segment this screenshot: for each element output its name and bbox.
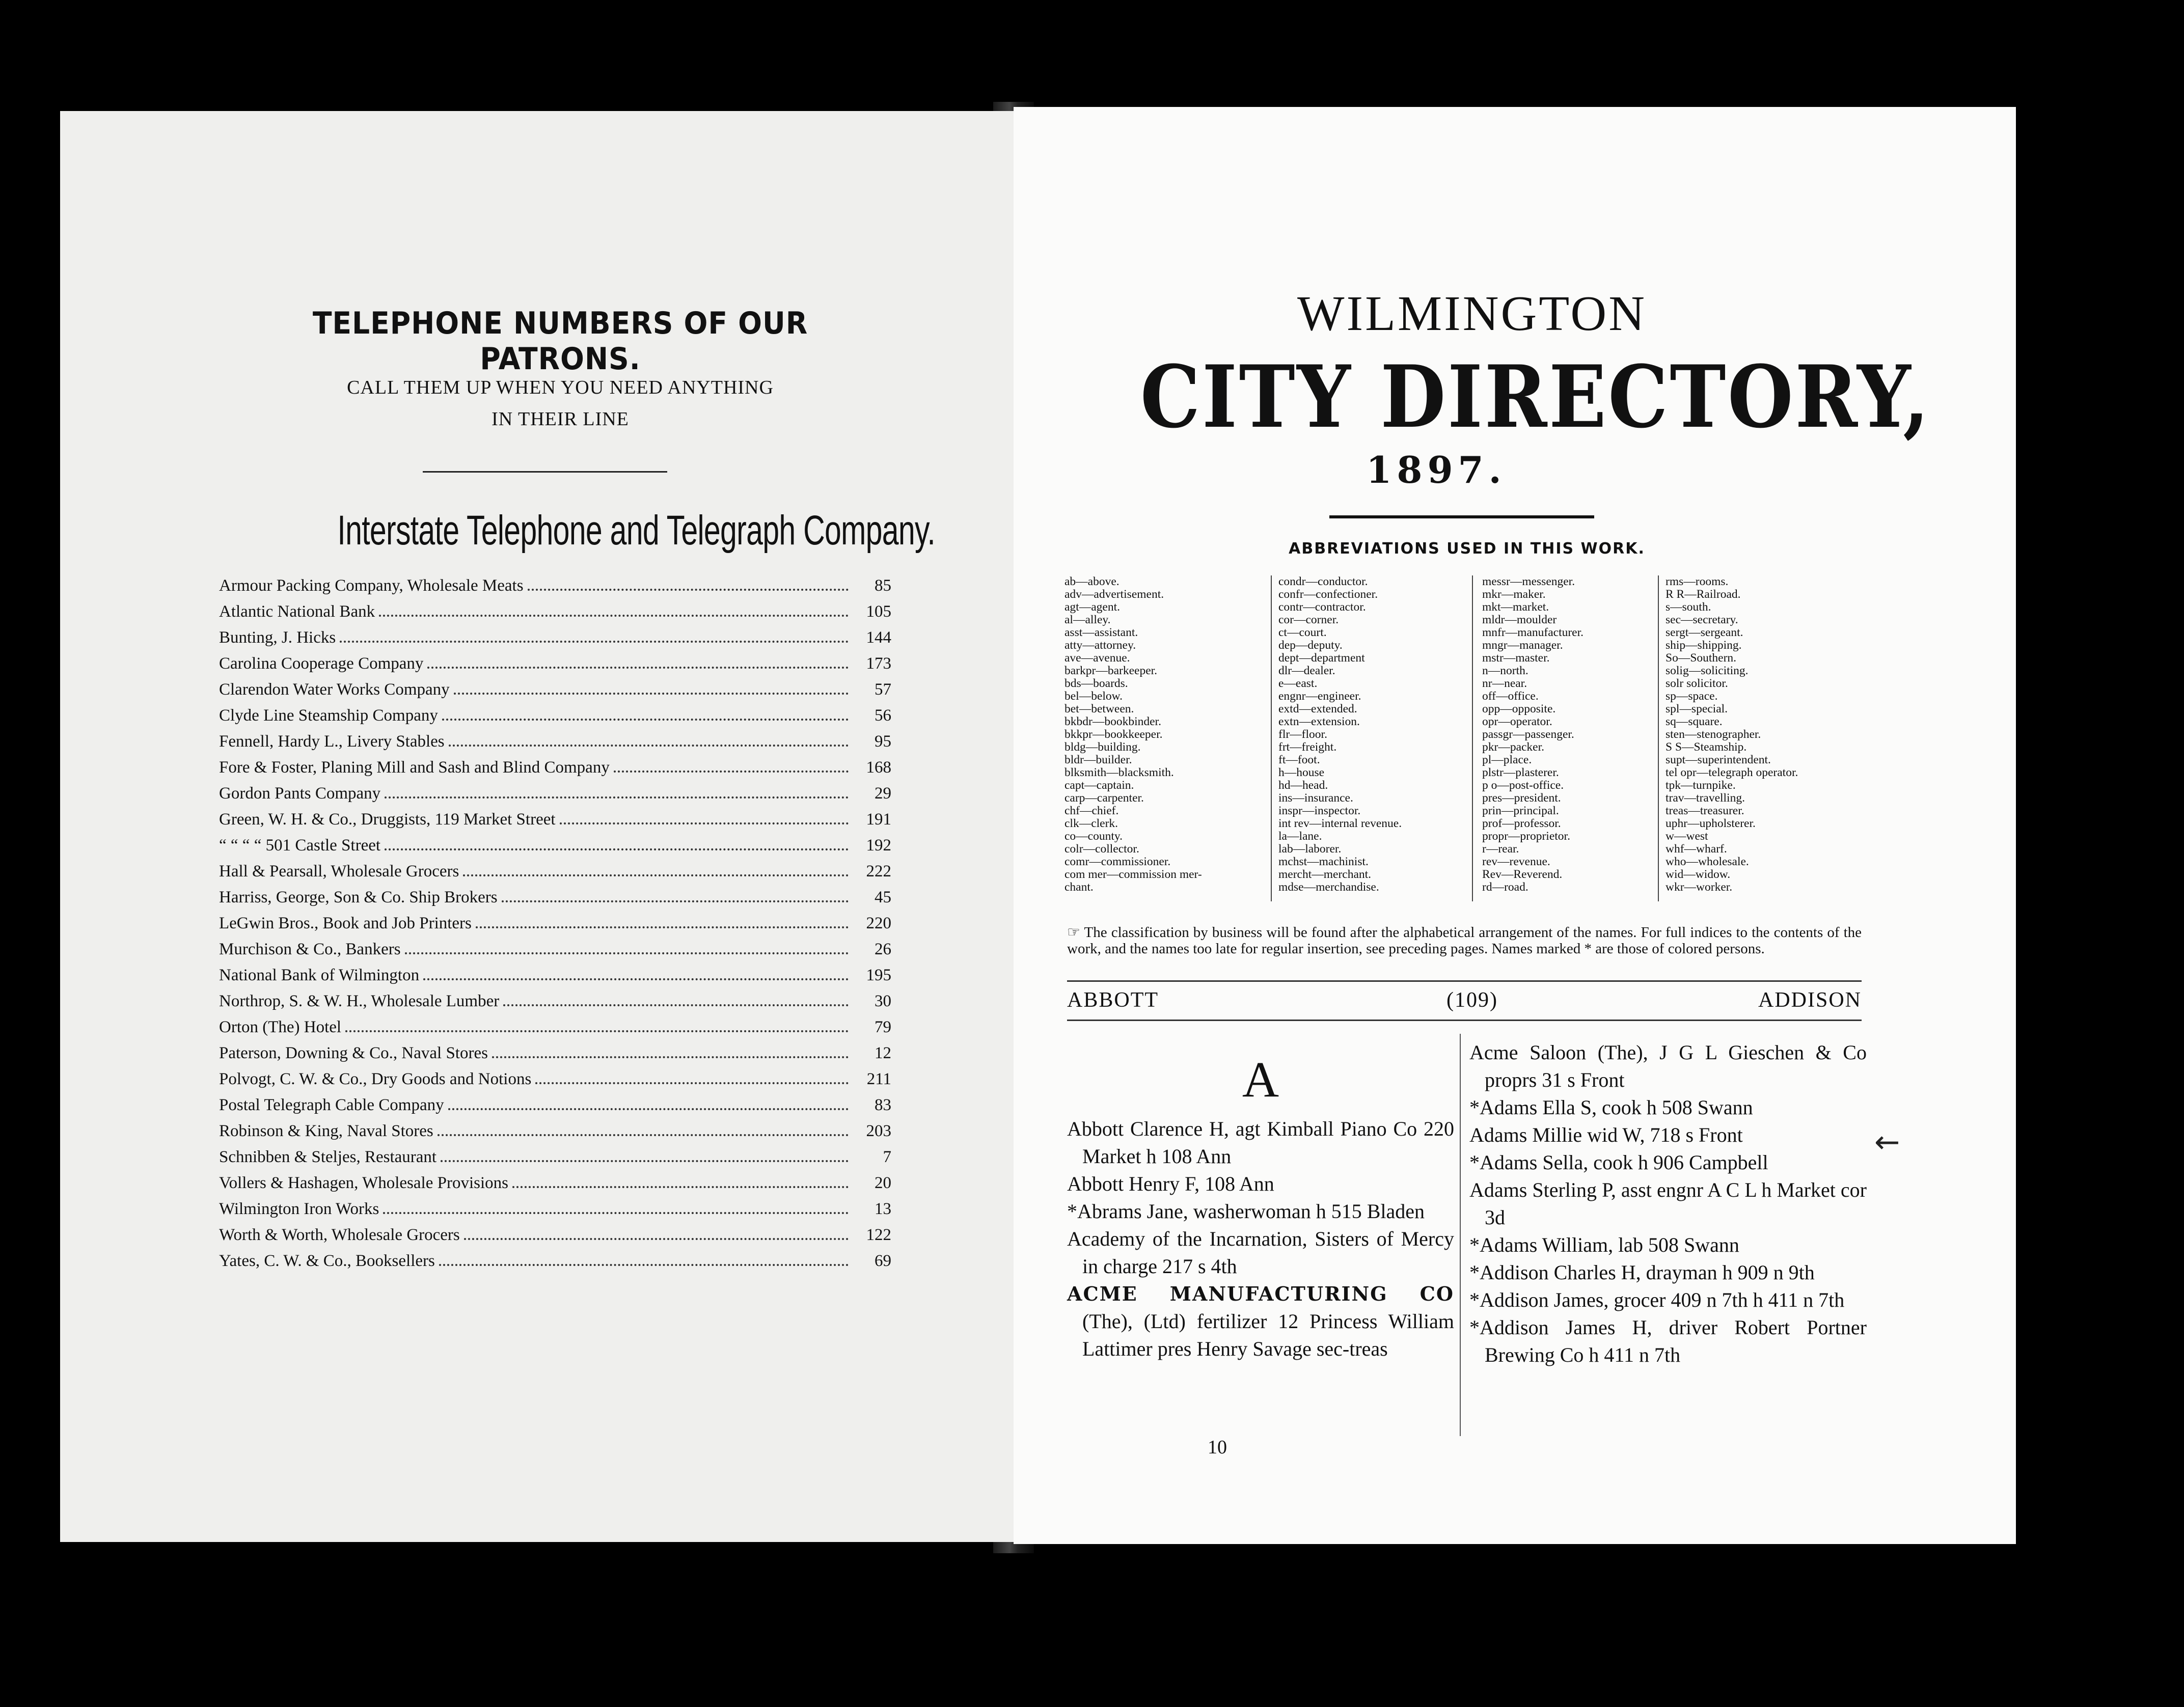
abbreviation-item: passgr—passenger. [1482, 728, 1574, 741]
abbreviation-item: mstr—master. [1482, 651, 1550, 665]
patron-name: Fennell, Hardy L., Livery Stables [219, 732, 445, 751]
patron-row [219, 758, 891, 784]
abbreviation-item: blksmith—blacksmith. [1064, 766, 1174, 779]
entry-bold-rest: (The), (Ltd) fertilizer 12 Princess William Lattimer pres Henry Savage sec-treas [1082, 1310, 1454, 1360]
abbreviation-item: solr solicitor. [1666, 677, 1728, 690]
patron-phone-number: 7 [883, 1148, 891, 1166]
patron-name: Fore & Foster, Planing Mill and Sash and Blind Company [219, 758, 610, 777]
patron-name: Carolina Cooperage Company [219, 654, 424, 673]
patron-name: Orton (The) Hotel [219, 1018, 342, 1036]
abbreviation-item: bldg—building. [1064, 740, 1141, 754]
abbreviation-item: extd—extended. [1278, 702, 1357, 715]
title-city-directory: CITY DIRECTORY, [1140, 346, 1931, 447]
patron-row [219, 1226, 891, 1252]
dot-leader [503, 1004, 849, 1006]
abbreviation-item: sten—stenographer. [1666, 728, 1761, 741]
abbreviations-heading: ABBREVIATIONS USED IN THIS WORK. [1289, 540, 1645, 558]
patron-row [219, 1200, 891, 1226]
entry-bold-name: ACME MANUFACTURING CO [1067, 1282, 1454, 1305]
abbreviation-item: p o—post-office. [1482, 779, 1564, 792]
patron-row [219, 888, 891, 914]
abbreviation-item: asst—assistant. [1064, 626, 1138, 639]
abbreviation-item: extn—extension. [1278, 715, 1360, 728]
patron-row [219, 1070, 891, 1096]
abbreviation-item: supt—superintendent. [1666, 753, 1771, 766]
directory-entry: *Adams Sella, cook h 906 Campbell [1469, 1151, 1768, 1174]
abbreviation-item: flr—floor. [1278, 728, 1327, 741]
abbreviation-item: s—south. [1666, 600, 1711, 614]
abbreviations-table [1064, 575, 1859, 906]
subtitle-line-2: IN THEIR LINE [492, 408, 629, 430]
abbreviation-item: dept—department [1278, 651, 1365, 665]
entries-column-right [1469, 1039, 1867, 1369]
entries-left-list [1067, 1115, 1454, 1280]
patron-name: Green, W. H. & Co., Druggists, 119 Market Street [219, 810, 556, 829]
abbreviation-item: S S—Steamship. [1666, 740, 1747, 754]
abbreviation-item: So—Southern. [1666, 651, 1737, 665]
directory-entry: Adams Millie wid W, 718 s Front [1469, 1123, 1743, 1146]
patron-row [219, 940, 891, 966]
abbreviation-item: solig—soliciting. [1666, 664, 1749, 677]
abbreviation-item: whf—wharf. [1666, 842, 1727, 856]
dot-leader [405, 952, 849, 954]
abbreviation-item: R R—Railroad. [1666, 588, 1741, 601]
entries-column-left [1067, 1039, 1454, 1363]
abbreviation-item: chant. [1064, 880, 1094, 894]
patron-row [219, 576, 891, 602]
patron-row [219, 654, 891, 680]
abbreviation-item: r—rear. [1482, 842, 1519, 856]
patron-name: Clyde Line Steamship Company [219, 706, 438, 725]
patron-row [219, 628, 891, 654]
patron-row [219, 706, 891, 732]
directory-entry: Abbott Clarence H, agt Kimball Piano Co 220 Market h 108 Ann [1067, 1117, 1454, 1168]
patron-name: Bunting, J. Hicks [219, 628, 336, 647]
abbreviation-item: rms—rooms. [1666, 575, 1729, 588]
patron-phone-number: 95 [875, 732, 891, 751]
running-head-right: ADDISON [1758, 988, 1862, 1012]
directory-entry: Acme Saloon (The), J G L Gieschen & Co proprs 31 s Front [1469, 1041, 1867, 1091]
page-folio: 10 [1208, 1437, 1227, 1458]
patron-row [219, 914, 891, 940]
directory-entry: Academy of the Incarnation, Sisters of Mercy in charge 217 s 4th [1067, 1227, 1454, 1278]
patron-phone-number: 26 [875, 940, 891, 958]
patron-name: National Bank of Wilmington [219, 966, 420, 984]
abbreviation-item: hd—head. [1278, 779, 1328, 792]
abbreviation-item: rd—road. [1482, 880, 1528, 894]
patron-row [219, 966, 891, 992]
abbreviation-item: chf—chief. [1064, 804, 1119, 817]
section-letter: A [1242, 1051, 1279, 1108]
patron-phone-number: 122 [866, 1226, 891, 1244]
abbreviation-item: uphr—upholsterer. [1666, 817, 1756, 830]
patron-row [219, 732, 891, 758]
patron-name: Atlantic National Bank [219, 602, 375, 621]
abbreviation-item: spl—special. [1666, 702, 1728, 715]
patron-name: “ “ “ “ 501 Castle Street [219, 836, 381, 855]
abbreviation-item: carp—carpenter. [1064, 791, 1144, 805]
abbreviation-item: adv—advertisement. [1064, 588, 1164, 601]
patron-phone-number: 203 [866, 1122, 891, 1140]
abbreviation-item: al—alley. [1064, 613, 1111, 626]
abbreviation-item: sq—square. [1666, 715, 1723, 728]
patron-name: Paterson, Downing & Co., Naval Stores [219, 1044, 488, 1062]
abbreviation-item: condr—conductor. [1278, 575, 1368, 588]
directory-entry: Adams Sterling P, asst engnr A C L h Market cor 3d [1469, 1178, 1867, 1229]
abbreviation-item: cor—corner. [1278, 613, 1339, 626]
pencil-mark: ← [1874, 1124, 1900, 1160]
abbreviation-item: opp—opposite. [1482, 702, 1556, 715]
abbreviation-item: treas—treasurer. [1666, 804, 1744, 817]
title-rule [423, 471, 667, 473]
abbreviation-item: ave—avenue. [1064, 651, 1130, 665]
abbreviation-item: bel—below. [1064, 690, 1123, 703]
dot-leader [449, 745, 849, 747]
dot-leader [385, 848, 849, 850]
patron-phone-number: 30 [875, 992, 891, 1010]
abbreviation-item: co—county. [1064, 830, 1123, 843]
abbreviation-item: ct—court. [1278, 626, 1327, 639]
dot-leader [423, 978, 849, 980]
patron-phone-number: 211 [866, 1070, 891, 1088]
patron-phone-number: 105 [866, 602, 891, 621]
dot-leader [340, 641, 849, 643]
abbreviation-item: sp—space. [1666, 690, 1718, 703]
patron-row [219, 836, 891, 862]
patron-row [219, 1018, 891, 1044]
dot-leader [464, 1238, 849, 1240]
abbreviation-item: atty—attorney. [1064, 639, 1136, 652]
patron-name: Harriss, George, Son & Co. Ship Brokers [219, 888, 498, 906]
directory-entry: *Abrams Jane, washerwoman h 515 Bladen [1067, 1200, 1425, 1223]
abbreviation-item: tpk—turnpike. [1666, 779, 1736, 792]
directory-entry [1067, 1280, 1454, 1363]
patron-name: Yates, C. W. & Co., Booksellers [219, 1252, 435, 1270]
abbreviation-item: mngr—manager. [1482, 639, 1563, 652]
patron-phone-number: 57 [875, 680, 891, 699]
dot-leader [427, 667, 849, 669]
dot-leader [385, 796, 849, 799]
abbreviation-item: com mer—commission mer- [1064, 868, 1202, 881]
directory-entry: *Adams Ella S, cook h 508 Swann [1469, 1096, 1753, 1119]
patron-row [219, 1174, 891, 1200]
patron-name: Clarendon Water Works Company [219, 680, 450, 699]
dot-leader [442, 719, 849, 721]
patron-phone-number: 20 [875, 1174, 891, 1192]
abbreviation-item: agt—agent. [1064, 600, 1120, 614]
abbreviation-item: h—house [1278, 766, 1325, 779]
dot-leader [383, 1212, 849, 1214]
title-rule [1329, 515, 1594, 518]
abbreviation-item: ft—foot. [1278, 753, 1320, 766]
abbreviation-item: tel opr—telegraph operator. [1666, 766, 1798, 779]
column-divider [1271, 575, 1272, 901]
abbreviation-item: prin—principal. [1482, 804, 1559, 817]
patron-name: Polvogt, C. W. & Co., Dry Goods and Notions [219, 1070, 532, 1088]
patron-phone-number: 220 [866, 914, 891, 932]
dot-leader [463, 874, 849, 876]
patron-phone-number: 173 [866, 654, 891, 673]
column-divider [1658, 575, 1659, 901]
patron-name: Robinson & King, Naval Stores [219, 1122, 433, 1140]
abbreviation-item: lab—laborer. [1278, 842, 1342, 856]
dot-leader [476, 926, 849, 928]
abbreviation-item: wkr—worker. [1666, 880, 1733, 894]
patron-name: Postal Telegraph Cable Company [219, 1096, 444, 1114]
subtitle-line-1: CALL THEM UP WHEN YOU NEED ANYTHING [347, 377, 774, 398]
patron-phone-number: 85 [875, 576, 891, 595]
directory-entry: *Addison James H, driver Robert Portner Brewing Co h 411 n 7th [1469, 1316, 1867, 1366]
patron-phone-number: 69 [875, 1252, 891, 1270]
patron-phone-number: 192 [866, 836, 891, 855]
patron-phone-number: 12 [875, 1044, 891, 1062]
patron-phone-number: 168 [866, 758, 891, 777]
running-head-page: (109) [1446, 988, 1498, 1012]
abbreviation-item: mdse—merchandise. [1278, 880, 1379, 894]
dot-leader [528, 589, 849, 591]
abbreviation-item: pres—president. [1482, 791, 1561, 805]
running-head [1067, 988, 1862, 1013]
abbreviation-item: inspr—inspector. [1278, 804, 1361, 817]
directory-entry: *Addison Charles H, drayman h 909 n 9th [1469, 1261, 1815, 1284]
patron-row [219, 680, 891, 706]
header-rule-top [1067, 980, 1862, 982]
patron-phone-number: 195 [866, 966, 891, 984]
patron-list [219, 576, 891, 1278]
abbreviation-item: mercht—merchant. [1278, 868, 1372, 881]
abbreviation-item: colr—collector. [1064, 842, 1139, 856]
dot-leader [502, 900, 849, 902]
dot-leader [439, 1264, 849, 1266]
abbreviation-item: dep—deputy. [1278, 639, 1343, 652]
abbreviation-item: mkt—market. [1482, 600, 1549, 614]
abbreviation-item: int rev—internal revenue. [1278, 817, 1402, 830]
abbreviation-item: pl—place. [1482, 753, 1532, 766]
patron-name: Schnibben & Steljes, Restaurant [219, 1148, 437, 1166]
abbreviation-item: bkkpr—bookkeeper. [1064, 728, 1163, 741]
patrons-title: TELEPHONE NUMBERS OF OUR PATRONS. [312, 306, 808, 377]
abbreviation-item: trav—travelling. [1666, 791, 1745, 805]
patron-row [219, 784, 891, 810]
abbreviation-item: off—office. [1482, 690, 1539, 703]
patron-phone-number: 29 [875, 784, 891, 803]
telephone-company-name: Interstate Telephone and Telegraph Company. [337, 507, 936, 554]
patron-row [219, 1252, 891, 1278]
patron-phone-number: 79 [875, 1018, 891, 1036]
directory-entry: *Adams William, lab 508 Swann [1469, 1233, 1739, 1256]
abbreviation-item: dlr—dealer. [1278, 664, 1335, 677]
patron-phone-number: 222 [866, 862, 891, 880]
patron-row [219, 1122, 891, 1148]
abbreviation-item: nr—near. [1482, 677, 1527, 690]
column-divider [1472, 575, 1473, 901]
abbreviation-item: comr—commissioner. [1064, 855, 1171, 868]
patron-name: Northrop, S. & W. H., Wholesale Lumber [219, 992, 500, 1010]
directory-entry: *Addison James, grocer 409 n 7th h 411 n 7th [1469, 1288, 1845, 1311]
dot-leader [438, 1134, 849, 1136]
abbreviations-column-1 [1064, 575, 1202, 894]
patron-name: Wilmington Iron Works [219, 1200, 379, 1218]
directory-entry: Abbott Henry F, 108 Ann [1067, 1172, 1274, 1195]
abbreviations-column-2 [1278, 575, 1402, 894]
patron-name: LeGwin Bros., Book and Job Printers [219, 914, 472, 932]
patron-row [219, 1096, 891, 1122]
abbreviation-item: opr—operator. [1482, 715, 1552, 728]
classification-note: ☞ The classification by business will be found after the alphabetical arrangement of the names. For full indices to the contents of the work, and the names too late for regular insertion, see preceding pages. Names marked * are those of colored persons. [1067, 924, 1862, 957]
abbreviation-item: bkbdr—bookbinder. [1064, 715, 1161, 728]
abbreviations-column-4 [1666, 575, 1798, 894]
patron-name: Murchison & Co., Bankers [219, 940, 401, 958]
abbreviation-item: ab—above. [1064, 575, 1120, 588]
dot-leader [614, 770, 849, 773]
abbreviations-column-3 [1482, 575, 1584, 894]
dot-leader [379, 615, 849, 617]
abbreviation-item: ins—insurance. [1278, 791, 1353, 805]
abbreviation-item: propr—proprietor. [1482, 830, 1570, 843]
abbreviation-item: confr—confectioner. [1278, 588, 1378, 601]
abbreviation-item: barkpr—barkeeper. [1064, 664, 1158, 677]
abbreviation-item: rev—revenue. [1482, 855, 1550, 868]
patrons-subtitle [285, 372, 835, 435]
abbreviation-item: pkr—packer. [1482, 740, 1545, 754]
abbreviation-item: wid—widow. [1666, 868, 1731, 881]
entries-column-divider [1460, 1034, 1461, 1436]
abbreviation-item: n—north. [1482, 664, 1528, 677]
abbreviation-item: clk—clerk. [1064, 817, 1118, 830]
patron-phone-number: 144 [866, 628, 891, 647]
dot-leader [512, 1186, 849, 1188]
dot-leader [454, 693, 849, 695]
patron-row [219, 1148, 891, 1174]
header-rule-bottom [1067, 1020, 1862, 1021]
abbreviation-item: mnfr—manufacturer. [1482, 626, 1584, 639]
patron-row [219, 1044, 891, 1070]
abbreviation-item: sec—secretary. [1666, 613, 1738, 626]
patron-name: Armour Packing Company, Wholesale Meats [219, 576, 524, 595]
patron-phone-number: 56 [875, 706, 891, 725]
abbreviation-item: mchst—machinist. [1278, 855, 1369, 868]
title-year: 1897. [1366, 448, 1507, 491]
abbreviation-item: ship—shipping. [1666, 639, 1742, 652]
abbreviation-item: mldr—moulder [1482, 613, 1557, 626]
abbreviation-item: la—lane. [1278, 830, 1322, 843]
abbreviation-item: bds—boards. [1064, 677, 1128, 690]
abbreviation-item: capt—captain. [1064, 779, 1134, 792]
abbreviation-item: mkr—maker. [1482, 588, 1546, 601]
patron-name: Hall & Pearsall, Wholesale Grocers [219, 862, 459, 880]
abbreviation-item: plstr—plasterer. [1482, 766, 1559, 779]
abbreviation-item: bldr—builder. [1064, 753, 1132, 766]
dot-leader [560, 822, 849, 824]
abbreviation-item: e—east. [1278, 677, 1318, 690]
patron-phone-number: 191 [866, 810, 891, 829]
dot-leader [492, 1056, 849, 1058]
abbreviation-item: Rev—Reverend. [1482, 868, 1563, 881]
patron-row [219, 992, 891, 1018]
abbreviation-item: who—wholesale. [1666, 855, 1749, 868]
patron-row [219, 862, 891, 888]
abbreviation-item: messr—messenger. [1482, 575, 1575, 588]
patron-name: Gordon Pants Company [219, 784, 381, 803]
patron-phone-number: 45 [875, 888, 891, 906]
patron-row [219, 602, 891, 628]
abbreviation-item: prof—professor. [1482, 817, 1561, 830]
dot-leader [448, 1108, 849, 1110]
abbreviation-item: contr—contractor. [1278, 600, 1366, 614]
abbreviation-item: bet—between. [1064, 702, 1134, 715]
patron-phone-number: 13 [875, 1200, 891, 1218]
patron-name: Worth & Worth, Wholesale Grocers [219, 1226, 460, 1244]
dot-leader [535, 1082, 849, 1084]
patron-row [219, 810, 891, 836]
dot-leader [345, 1030, 849, 1032]
patron-phone-number: 83 [875, 1096, 891, 1114]
abbreviation-item: engnr—engineer. [1278, 690, 1361, 703]
dot-leader [441, 1160, 849, 1162]
abbreviation-item: frt—freight. [1278, 740, 1337, 754]
abbreviation-item: w—west [1666, 830, 1708, 843]
patron-name: Vollers & Hashagen, Wholesale Provisions [219, 1174, 508, 1192]
running-head-left: ABBOTT [1067, 988, 1159, 1012]
title-wilmington: WILMINGTON [1297, 286, 1647, 341]
abbreviation-item: sergt—sergeant. [1666, 626, 1743, 639]
